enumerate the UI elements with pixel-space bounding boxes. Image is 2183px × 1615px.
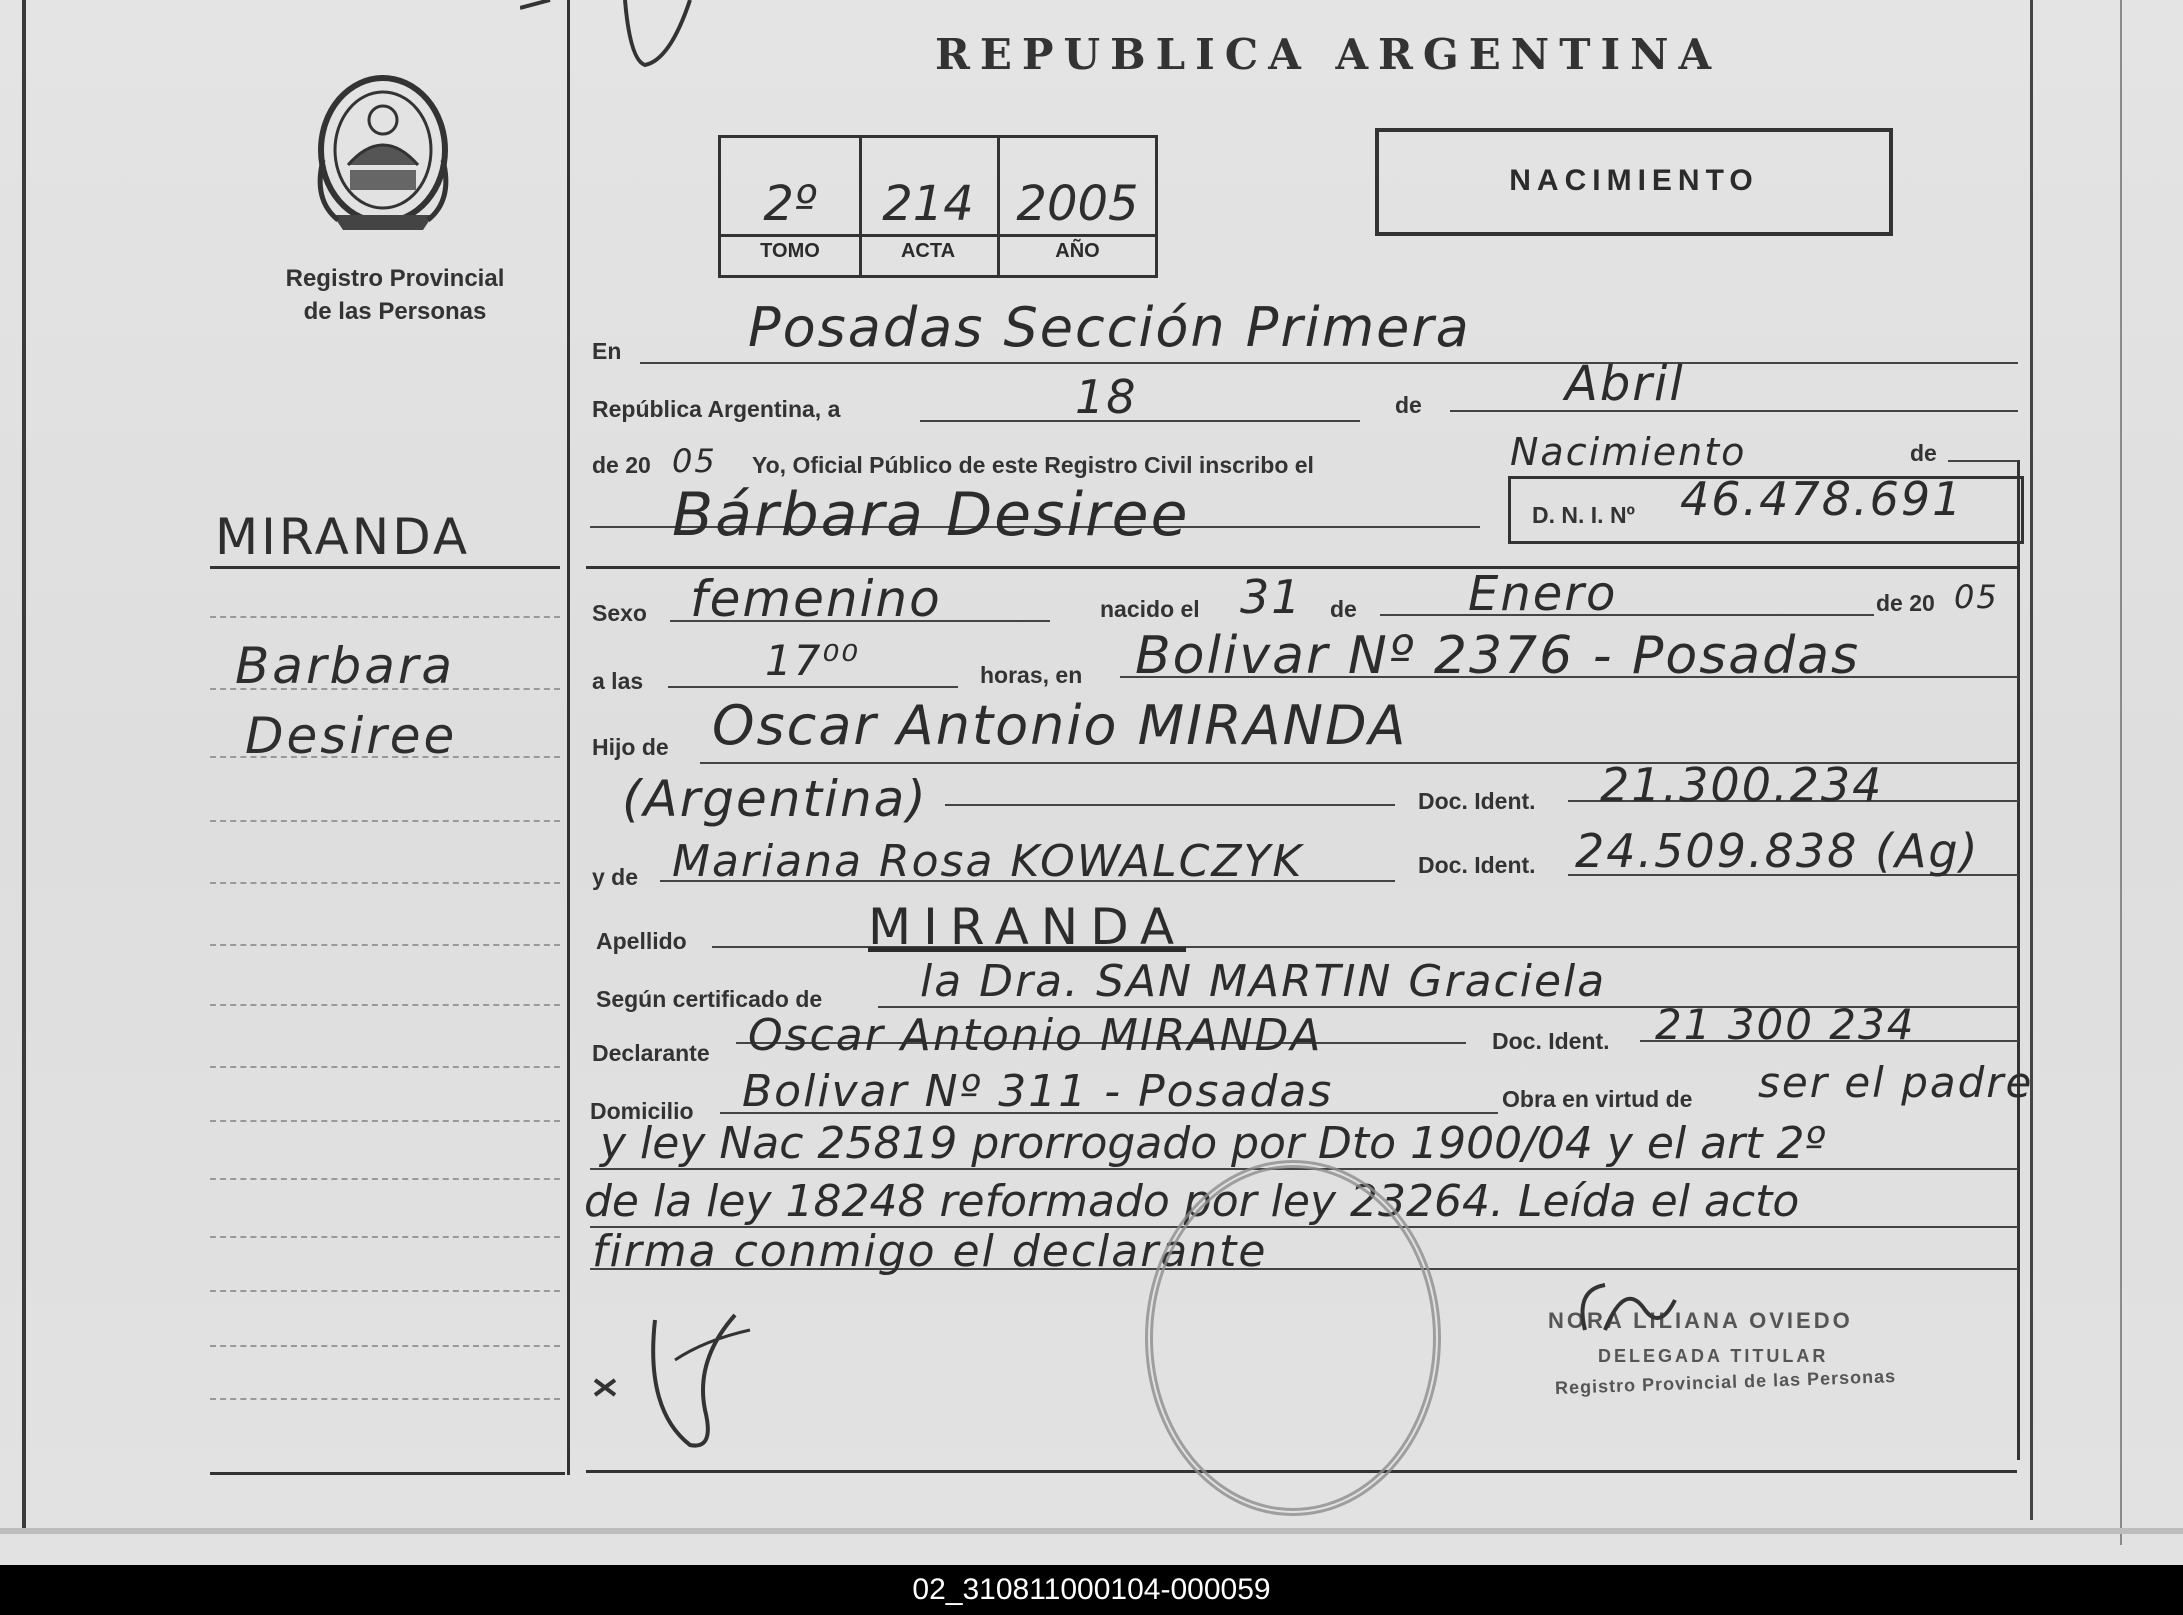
label-de-20: de 20 bbox=[592, 452, 651, 478]
margin-rule bbox=[210, 1398, 560, 1400]
margin-first-name: Barbara bbox=[235, 637, 456, 695]
place-value: Posadas Sección Primera bbox=[748, 296, 1471, 359]
margin-rule bbox=[210, 1120, 560, 1122]
obra-line-4: firma conmigo el declarante bbox=[592, 1226, 1268, 1277]
label-doc-ident-mother: Doc. Ident. bbox=[1418, 852, 1536, 878]
dni-number: 46.478.691 bbox=[1680, 472, 1964, 526]
margin-rule bbox=[210, 756, 560, 758]
label-doc-ident-declarant: Doc. Ident. bbox=[1492, 1028, 1610, 1054]
margin-rule bbox=[210, 1345, 560, 1347]
label-hijo-de: Hijo de bbox=[592, 734, 669, 760]
frame-right-border bbox=[2017, 460, 2020, 1460]
label-apellido: Apellido bbox=[596, 928, 687, 954]
year-suffix: 05 bbox=[672, 442, 717, 480]
declarant-name: Oscar Antonio MIRANDA bbox=[748, 1010, 1323, 1061]
mother-name: Mariana Rosa KOWALCZYK bbox=[672, 836, 1304, 887]
acta-value: 214 bbox=[882, 176, 974, 232]
ano-label: AÑO bbox=[1055, 240, 1100, 262]
domicile-value: Bolivar Nº 311 - Posadas bbox=[742, 1066, 1334, 1117]
label-de-after: de bbox=[1910, 440, 1937, 466]
father-nationality: (Argentina) bbox=[622, 770, 928, 828]
official-agency: Registro Provincial de las Personas bbox=[1554, 1366, 1897, 1398]
certificate-by: la Dra. SAN MARTIN Graciela bbox=[920, 956, 1607, 1007]
label-y-de: y de bbox=[592, 864, 639, 890]
birth-year-suffix: 05 bbox=[1954, 578, 1999, 616]
margin-rule bbox=[210, 1178, 560, 1180]
obra-line-3: de la ley 18248 reformado por ley 23264. Leída el acto bbox=[584, 1176, 1800, 1227]
label-dni: D. N. I. Nº bbox=[1532, 502, 1635, 528]
margin-bottom-border bbox=[210, 1472, 565, 1475]
declarant-doc: 21 300 234 bbox=[1655, 1000, 1916, 1049]
record-type: NACIMIENTO bbox=[1509, 164, 1759, 197]
acta-label: ACTA bbox=[900, 240, 956, 262]
margin-rule bbox=[210, 1236, 560, 1238]
official-title: DELEGADA TITULAR bbox=[1598, 1346, 1829, 1366]
record-type-box bbox=[1375, 128, 1893, 236]
document-title: REPUBLICA ARGENTINA bbox=[935, 30, 1722, 79]
margin-rule bbox=[210, 1290, 560, 1292]
reference-box bbox=[718, 135, 1158, 278]
margin-rule bbox=[210, 944, 560, 946]
birth-hour: 17⁰⁰ bbox=[765, 636, 861, 685]
birth-day: 31 bbox=[1240, 570, 1303, 624]
label-en: En bbox=[592, 338, 622, 364]
father-name: Oscar Antonio MIRANDA bbox=[712, 694, 1408, 757]
label-declarante: Declarante bbox=[592, 1040, 710, 1066]
label-segun: Según certificado de bbox=[596, 986, 823, 1012]
top-scribble-icon bbox=[520, 0, 700, 70]
label-obra: Obra en virtud de bbox=[1502, 1086, 1693, 1112]
page-outer-edge bbox=[2120, 0, 2122, 1545]
obra-line-2: y ley Nac 25819 prorrogado por Dto 1900/04 y el art 2º bbox=[600, 1118, 1826, 1169]
margin-rule bbox=[210, 616, 560, 618]
agency-line-1: Registro Provincial bbox=[285, 265, 505, 292]
child-name: Bárbara Desiree bbox=[672, 480, 1190, 550]
page-right-edge bbox=[2030, 0, 2033, 1520]
label-doc-ident-father: Doc. Ident. bbox=[1418, 788, 1536, 814]
rule-place bbox=[640, 362, 2018, 364]
provincial-seal-icon bbox=[308, 70, 458, 235]
month-value: Abril bbox=[1565, 356, 1685, 412]
surname-value: MIRANDA bbox=[868, 898, 1187, 956]
rule-section-divider bbox=[586, 566, 2018, 569]
label-republica: República Argentina, a bbox=[592, 396, 841, 422]
act-value: Nacimiento bbox=[1510, 430, 1747, 474]
margin-rule bbox=[210, 820, 560, 822]
birth-month: Enero bbox=[1468, 566, 1618, 622]
reference-divider bbox=[721, 234, 1155, 237]
official-name: NORA LILIANA OVIEDO bbox=[1548, 1308, 1853, 1333]
agency-name bbox=[255, 262, 535, 328]
label-sexo: Sexo bbox=[592, 600, 647, 626]
column-divider bbox=[567, 0, 570, 1475]
official-signature-icon bbox=[1565, 1270, 1735, 1350]
label-nacido-el: nacido el bbox=[1100, 596, 1200, 622]
margin-surname: MIRANDA bbox=[215, 508, 471, 566]
margin-rule bbox=[210, 688, 560, 690]
tomo-value: 2º bbox=[763, 176, 817, 232]
obra-line-1: ser el padre bbox=[1758, 1058, 2034, 1107]
ano-value: 2005 bbox=[1016, 176, 1139, 232]
file-id: 02_310811000104-000059 bbox=[912, 1573, 1271, 1606]
agency-line-2: de las Personas bbox=[303, 298, 487, 325]
mother-doc: 24.509.838 (Ag) bbox=[1575, 824, 1980, 878]
label-yo-oficial: Yo, Oficial Público de este Registro Civil inscribo el bbox=[752, 452, 1314, 478]
rule-nationality bbox=[945, 804, 1395, 806]
day-value: 18 bbox=[1075, 370, 1138, 424]
rule-hour bbox=[668, 686, 958, 688]
page-bottom-edge bbox=[0, 1528, 2183, 1534]
margin-middle-name: Desiree bbox=[245, 707, 458, 765]
rule-birth-month bbox=[1380, 614, 1874, 616]
label-horas-en: horas, en bbox=[980, 662, 1083, 688]
sex-value: femenino bbox=[690, 570, 942, 628]
rule-act-end bbox=[1948, 460, 2018, 462]
label-de-20b: de 20 bbox=[1876, 590, 1935, 616]
label-a-las: a las bbox=[592, 668, 644, 694]
declarant-signature-icon bbox=[585, 1300, 775, 1460]
label-domicilio: Domicilio bbox=[590, 1098, 694, 1124]
label-de: de bbox=[1395, 392, 1422, 418]
label-de-mes: de bbox=[1330, 596, 1357, 622]
margin-rule bbox=[210, 882, 560, 884]
rule-month bbox=[1450, 410, 2018, 412]
birth-place: Bolivar Nº 2376 - Posadas bbox=[1135, 626, 1861, 686]
scan-footer bbox=[0, 1565, 2183, 1615]
rule-day bbox=[920, 420, 1360, 422]
father-doc: 21.300.234 bbox=[1600, 758, 1884, 812]
official-round-stamp bbox=[1145, 1160, 1441, 1516]
tomo-label: TOMO bbox=[760, 240, 820, 262]
margin-surname-underline bbox=[210, 566, 560, 569]
page-left-edge bbox=[22, 0, 26, 1530]
margin-rule bbox=[210, 1066, 560, 1068]
margin-rule bbox=[210, 1004, 560, 1006]
